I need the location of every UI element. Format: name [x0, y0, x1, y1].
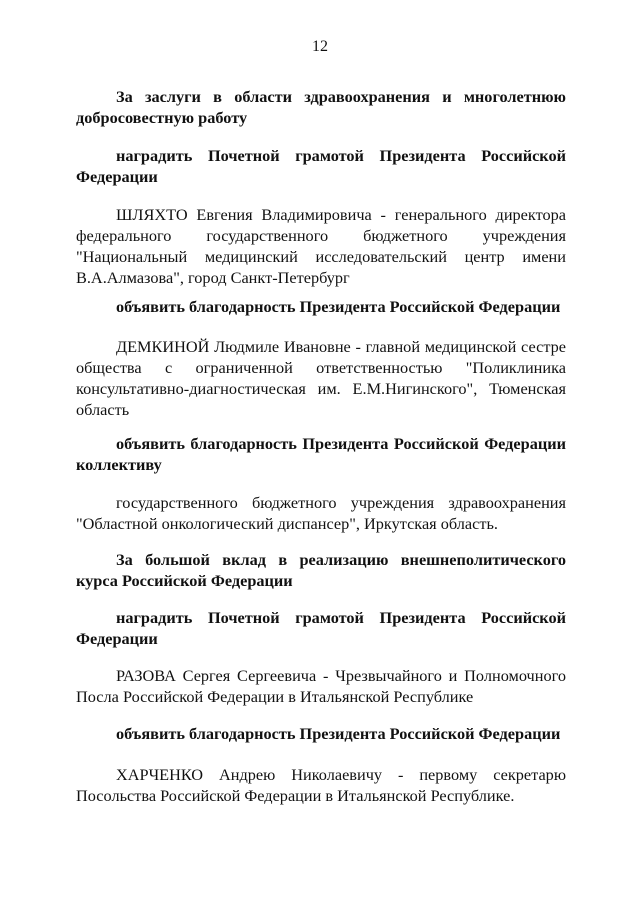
award-gratitude-heading: объявить благодарность Президента Российской Федерации [116, 297, 561, 316]
section-heading-foreign-policy: За большой вклад в реализацию внешнеполитического курса Российской Федерации [76, 550, 566, 590]
page-number: 12 [312, 38, 328, 55]
award-gratitude-collective-heading: объявить благодарность Президента Российской Федерации коллективу [76, 434, 566, 474]
award-certificate-heading: наградить Почетной грамотой Президента Российской Федерации [76, 146, 566, 186]
section-heading-healthcare: За заслуги в области здравоохранения и многолетнюю добросовестную работу [76, 87, 566, 127]
award-gratitude-heading-2: объявить благодарность Президента Российской Федерации [116, 724, 561, 743]
recipient-kharchenko: ХАРЧЕНКО Андрею Николаевичу - первому секретарю Посольства Российской Федерации в Итальянской Республике. [76, 765, 566, 805]
recipient-oncology-dispensary: государственного бюджетного учреждения здравоохранения "Областной онкологический диспансер", Иркутская область. [76, 493, 566, 533]
recipient-shlyakhto: ШЛЯХТО Евгения Владимировича - генерального директора федерального государственного бюджетного учреждения "Национальный медицинский исследовательский центр имени В.А.Алмазова", город Санкт-Петербург [76, 205, 566, 287]
award-certificate-heading-2: наградить Почетной грамотой Президента Российской Федерации [76, 608, 566, 648]
recipient-razov: РАЗОВА Сергея Сергеевича - Чрезвычайного и Полномочного Посла Российской Федерации в Итальянской Республике [76, 666, 566, 706]
recipient-demkina: ДЕМКИНОЙ Людмиле Ивановне - главной медицинской сестре общества с ограниченной ответственностью "Поликлиника консультативно-диагностическая им. Е.М.Нигинского", Тюменская область [76, 337, 566, 419]
